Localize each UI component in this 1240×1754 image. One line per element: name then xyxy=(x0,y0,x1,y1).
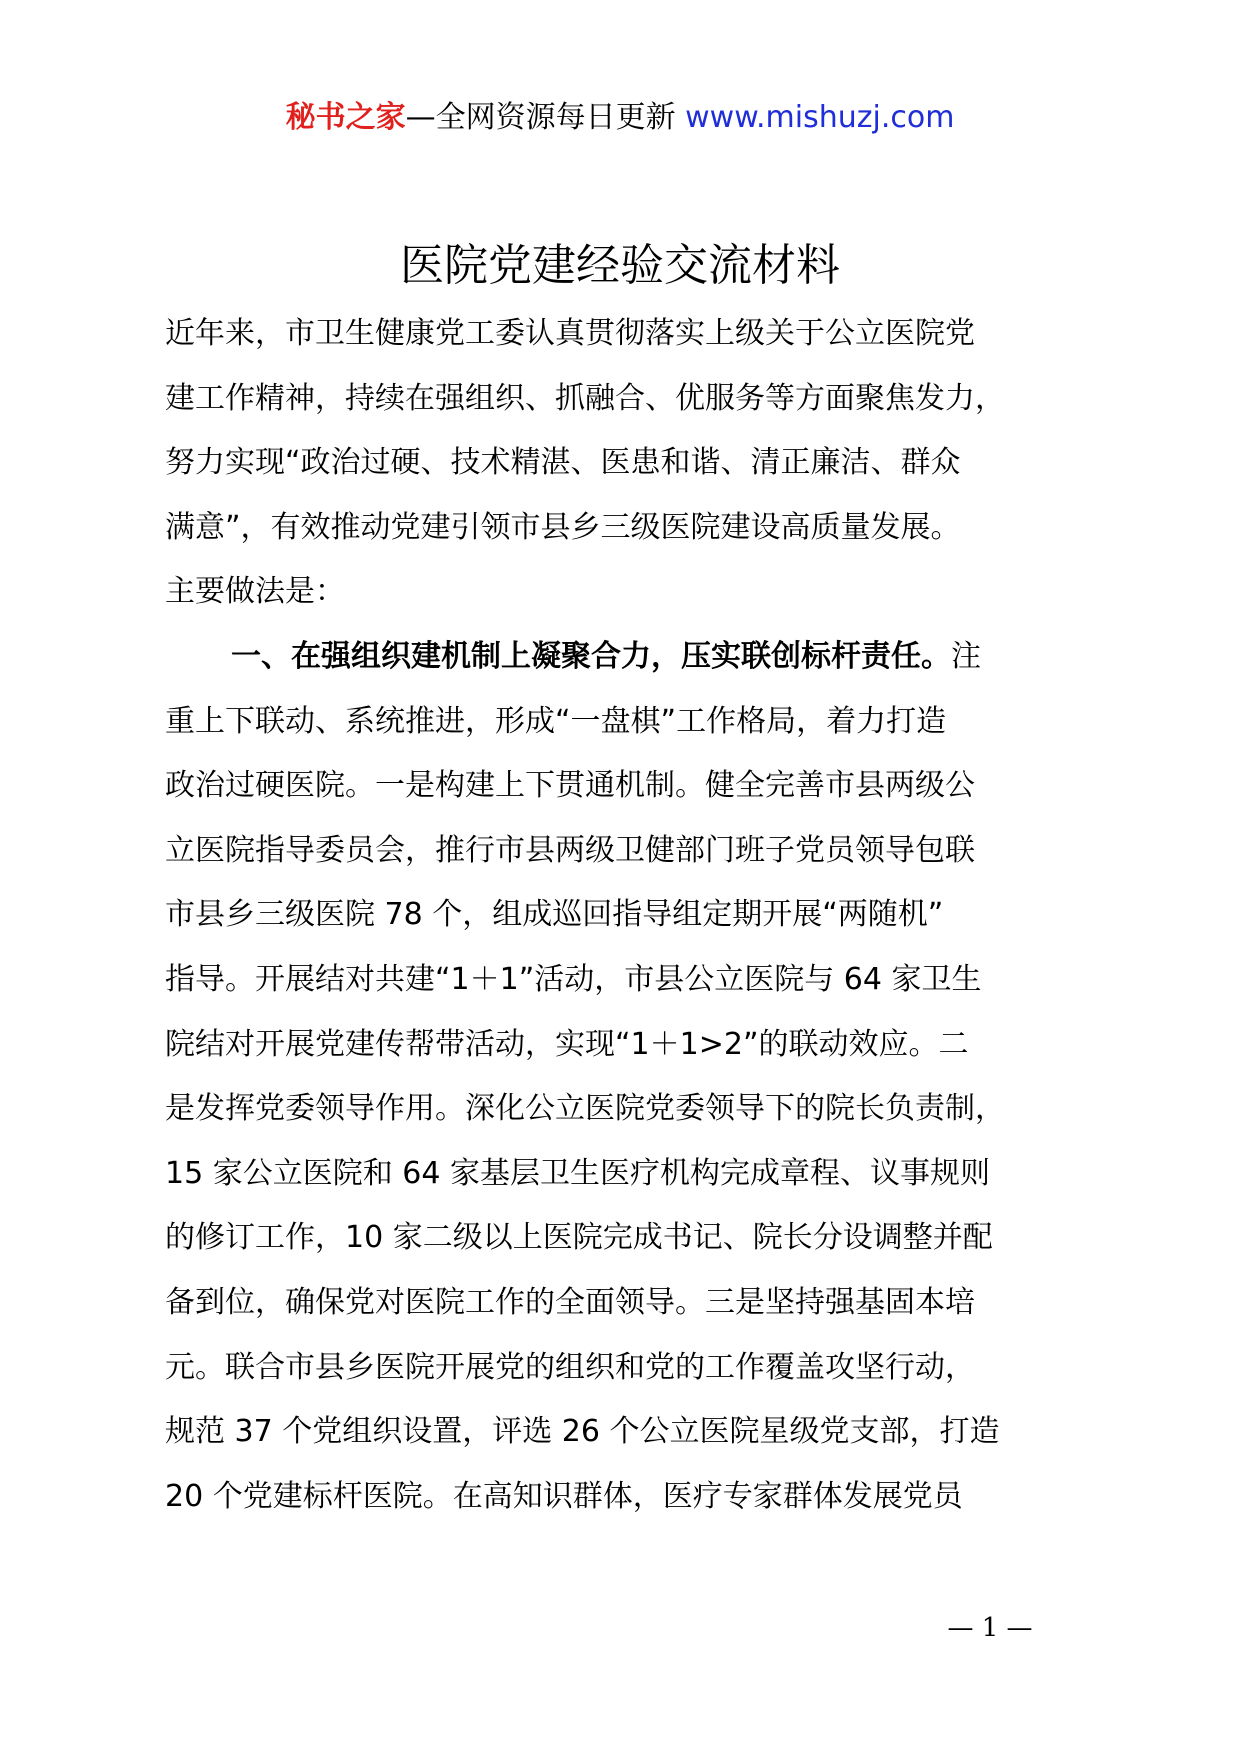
body-line: 近年来，市卫生健康党工委认真贯彻落实上级关于公立医院党 xyxy=(165,316,975,351)
body-line: 的修订工作，10 家二级以上医院完成书记、院长分设调整并配 xyxy=(165,1220,993,1256)
body-line: 15 家公立医院和 64 家基层卫生医疗机构完成章程、议事规则 xyxy=(165,1155,990,1191)
body-line: 指导。开展结对共建“1＋1”活动，市县公立医院与 64 家卫生 xyxy=(165,961,982,997)
banner-tagline: —全网资源每日更新 xyxy=(405,100,686,135)
body-line: 重上下联动、系统推进，形成“一盘棋”工作格局，着力打造 xyxy=(165,703,947,739)
section-heading-line xyxy=(165,625,1085,690)
body-line: 是发挥党委领导作用。深化公立医院党委领导下的院长负责制， xyxy=(165,1091,1005,1127)
body-line: 院结对开展党建传帮带活动，实现“1＋1>2”的联动效应。二 xyxy=(165,1026,969,1062)
body-line: 满意”，有效推动党建引领市县乡三级医院建设高质量发展。 xyxy=(165,509,961,545)
document-body xyxy=(165,302,1085,1529)
body-text-fragment: 注 xyxy=(951,638,981,674)
body-line: 备到位，确保党对医院工作的全面领导。三是坚持强基固本培 xyxy=(165,1284,975,1320)
body-line: 政治过硬医院。一是构建上下贯通机制。健全完善市县两级公 xyxy=(165,768,975,804)
document-title: 医院党建经验交流材料 xyxy=(400,240,840,291)
page-number: — 1 — xyxy=(947,1613,1033,1643)
site-url[interactable]: www.mishuzj.com xyxy=(685,100,955,135)
body-line: 建工作精神，持续在强组织、抓融合、优服务等方面聚焦发力， xyxy=(165,380,1005,416)
body-line: 努力实现“政治过硬、技术精湛、医患和谐、清正廉洁、群众 xyxy=(165,445,961,481)
brand-name: 秘书之家 xyxy=(285,100,406,135)
body-line: 规范 37 个党组织设置，评选 26 个公立医院星级党支部，打造 xyxy=(165,1414,1000,1450)
body-line: 20 个党建标杆医院。在高知识群体，医疗专家群体发展党员 xyxy=(165,1478,963,1514)
body-line: 市县乡三级医院 78 个，组成巡回指导组定期开展“两随机” xyxy=(165,897,944,933)
section-heading: 一、在强组织建机制上凝聚合力，压实联创标杆责任。 xyxy=(231,638,951,674)
site-banner xyxy=(0,96,1240,140)
body-line: 立医院指导委员会，推行市县两级卫健部门班子党员领导包联 xyxy=(165,832,975,868)
body-line: 主要做法是： xyxy=(165,574,345,610)
body-line: 元。联合市县乡医院开展党的组织和党的工作覆盖攻坚行动， xyxy=(165,1349,975,1385)
